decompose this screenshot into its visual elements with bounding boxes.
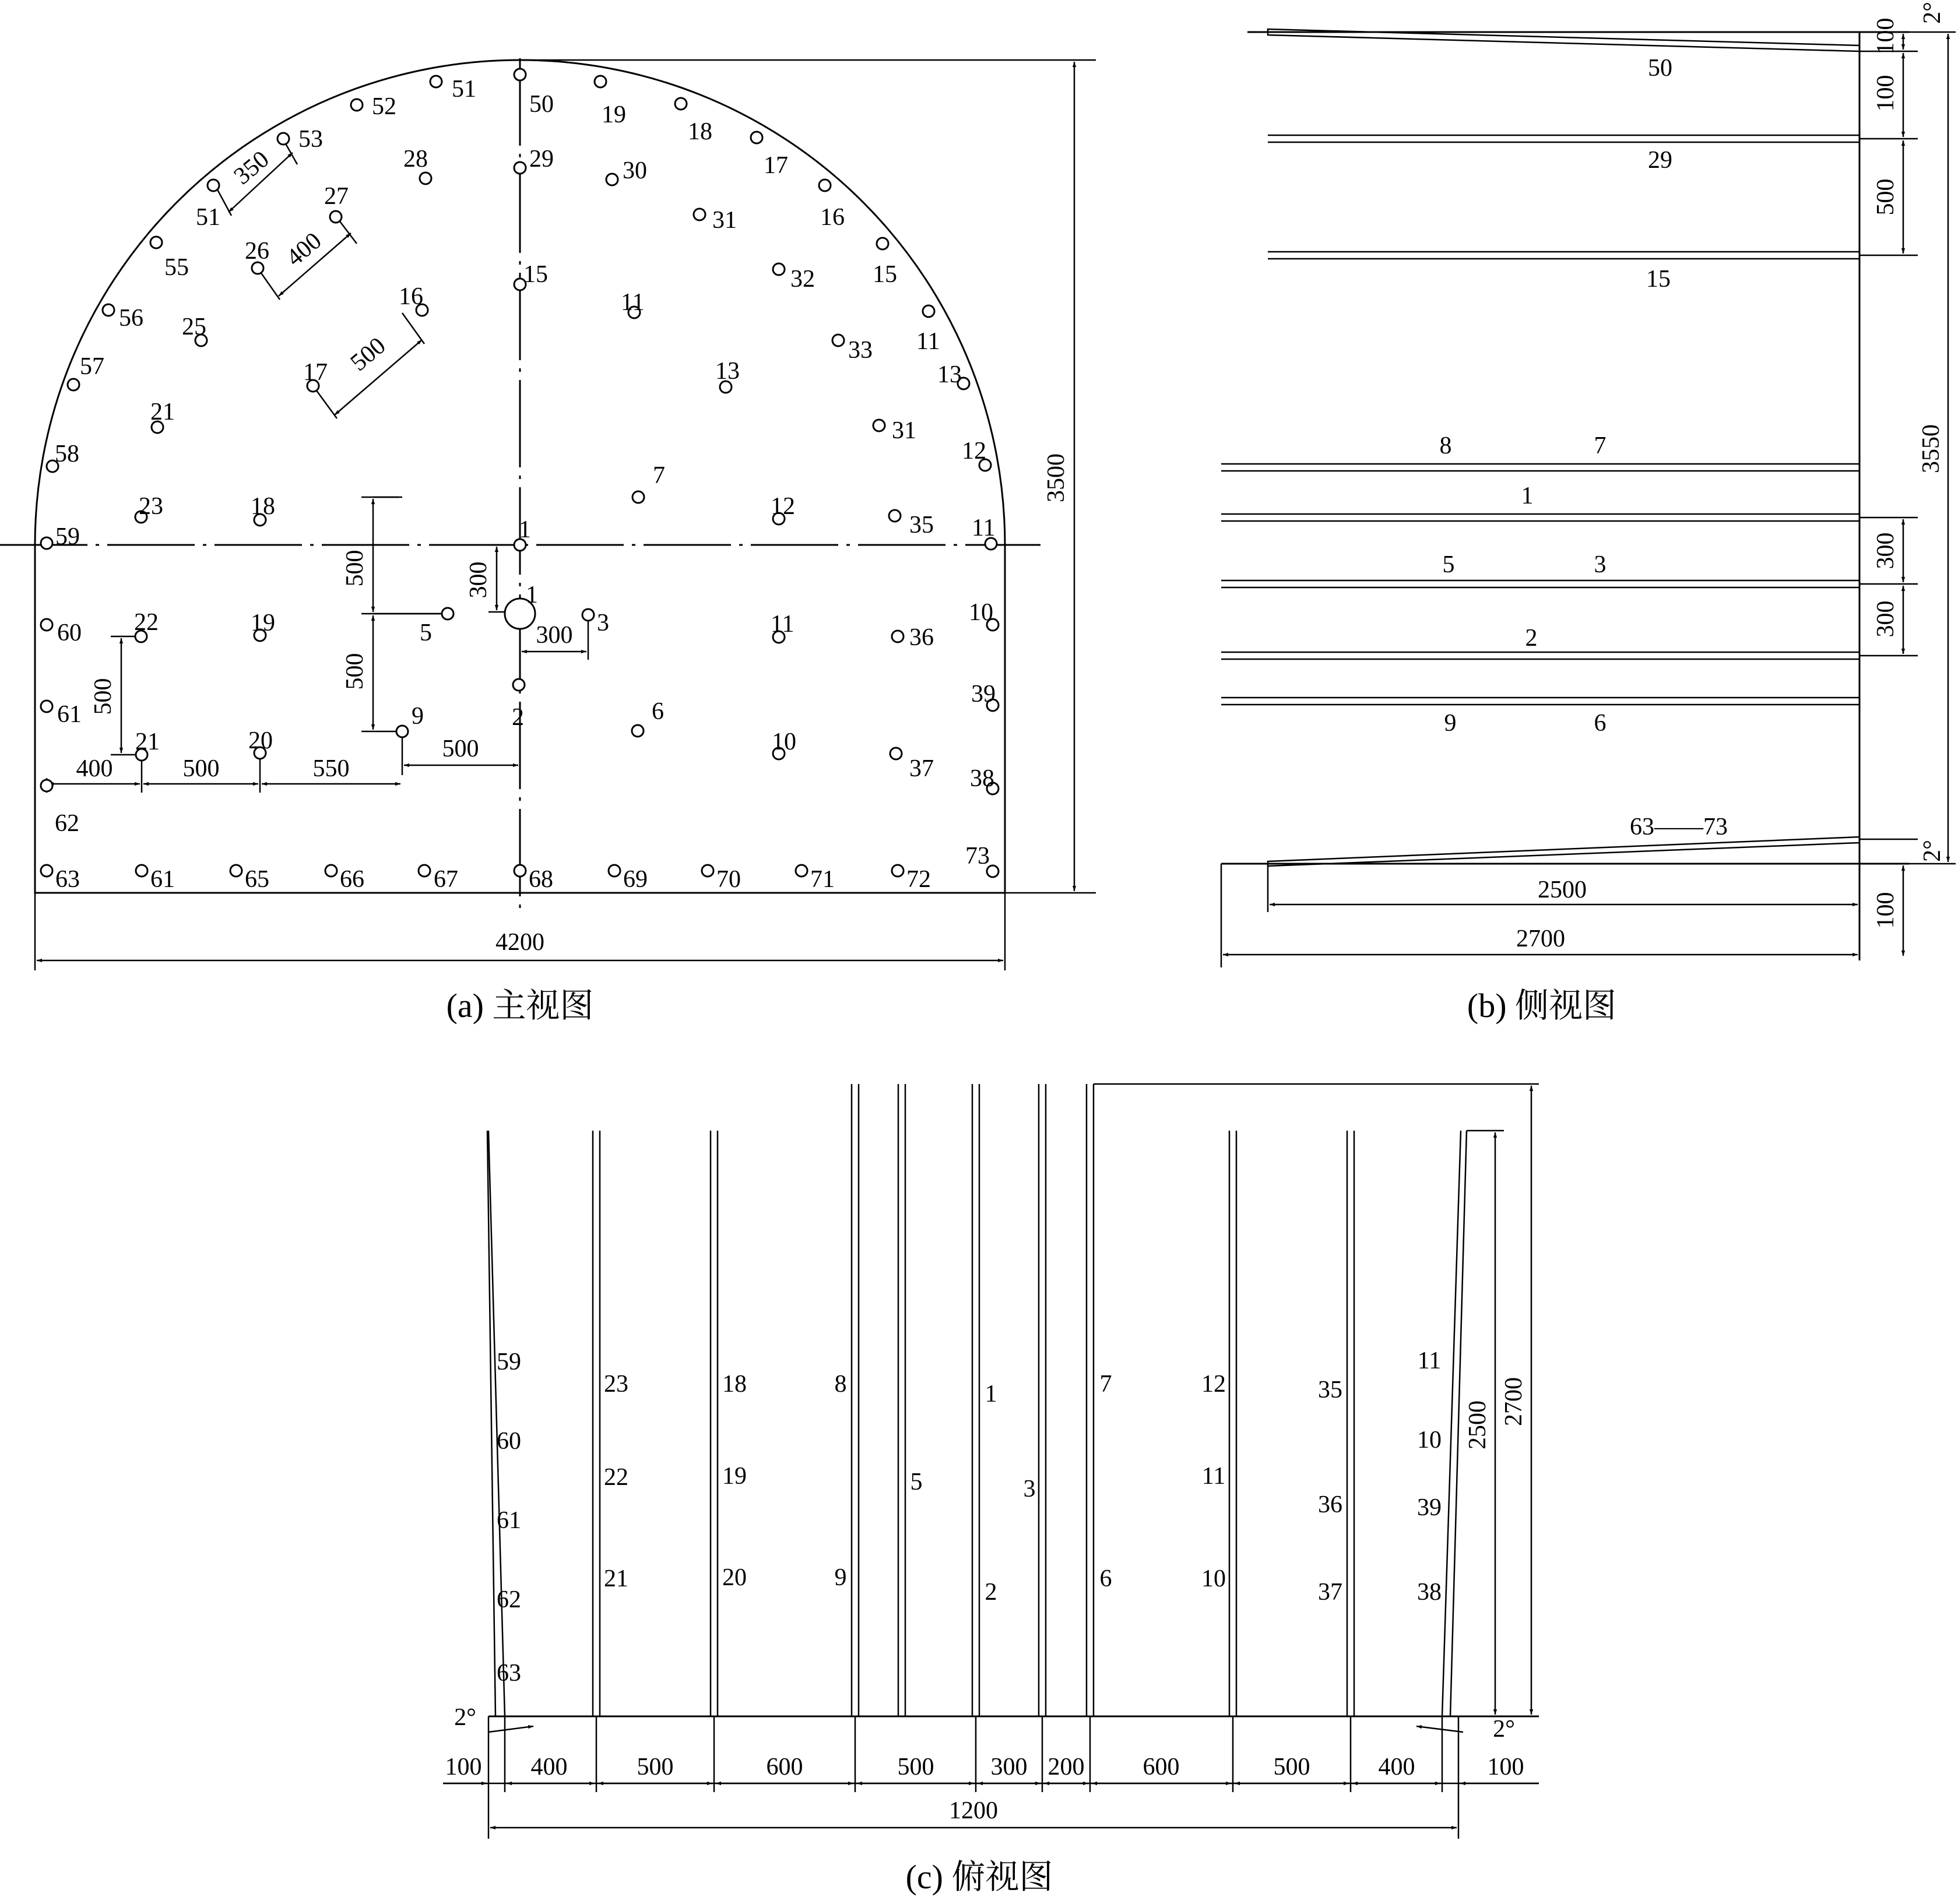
hole-marker bbox=[136, 865, 147, 877]
hole-marker bbox=[442, 608, 454, 620]
dim-400-l-label: 400 bbox=[530, 1754, 568, 1780]
hole-number-label: 70 bbox=[716, 866, 741, 893]
hole-number-label: 53 bbox=[298, 126, 323, 153]
hole-marker bbox=[873, 420, 885, 431]
hole-number-label: 9 bbox=[412, 703, 424, 730]
dim-500-v3-label: 500 bbox=[90, 678, 117, 715]
hole-number-label: 69 bbox=[623, 866, 648, 893]
hole-number-label: 1 bbox=[526, 582, 538, 608]
hole-marker bbox=[150, 237, 162, 248]
top-label-r11: 11 bbox=[1417, 1347, 1442, 1374]
hole-marker bbox=[514, 162, 526, 174]
hole-number-label: 10 bbox=[772, 728, 796, 755]
dim-300-vertical-label: 300 bbox=[465, 561, 492, 599]
front-view bbox=[0, 58, 1096, 1025]
top-label-11: 11 bbox=[1201, 1463, 1226, 1490]
side-label-5: 5 bbox=[1442, 551, 1455, 578]
dim-2700-label: 2700 bbox=[1516, 925, 1565, 952]
angle-right-arc bbox=[1416, 1726, 1463, 1732]
hole-number-label: 51 bbox=[196, 204, 220, 231]
hole-number-label: 3 bbox=[597, 610, 609, 636]
dim-200-label: 200 bbox=[1047, 1754, 1085, 1780]
top-label-63: 63 bbox=[497, 1660, 521, 1687]
hole-number-label: 5 bbox=[420, 620, 432, 646]
hole-marker bbox=[41, 701, 52, 712]
hole-number-label: 52 bbox=[372, 93, 396, 120]
hole-number-label: 12 bbox=[771, 493, 795, 520]
hole-number-label: 13 bbox=[715, 358, 740, 385]
hole-number-label: 18 bbox=[251, 493, 275, 520]
hole-number-label: 17 bbox=[764, 152, 788, 179]
top-label-19: 19 bbox=[722, 1463, 747, 1490]
hole-marker bbox=[702, 865, 713, 877]
hole-number-label: 16 bbox=[399, 283, 423, 310]
hole-number-label: 31 bbox=[892, 417, 916, 444]
side-label-63-73: 63——73 bbox=[1630, 814, 1728, 840]
side-label-29: 29 bbox=[1648, 147, 1672, 174]
side-label-2: 2 bbox=[1525, 625, 1538, 652]
angle-top-label: 2° bbox=[1919, 2, 1946, 24]
hole-marker bbox=[325, 865, 337, 877]
hole-number-label: 12 bbox=[962, 438, 986, 464]
top-label-60: 60 bbox=[497, 1428, 521, 1455]
dim-1200-label: 1200 bbox=[949, 1797, 998, 1824]
dim-500-v1-label: 500 bbox=[342, 550, 368, 587]
top-label-18: 18 bbox=[722, 1371, 747, 1398]
hole-number-label: 50 bbox=[529, 91, 554, 118]
hole-number-label: 25 bbox=[182, 314, 206, 340]
hole-number-label: 19 bbox=[251, 610, 275, 636]
hole-number-label: 21 bbox=[135, 728, 160, 755]
front-view-caption: (a) 主视图 bbox=[446, 987, 594, 1025]
hole-number-label: 15 bbox=[523, 261, 548, 288]
hole-marker bbox=[396, 726, 408, 737]
hole-marker bbox=[208, 180, 219, 191]
dim-300-horizontal-label: 300 bbox=[536, 622, 573, 649]
hole-number-label: 11 bbox=[621, 289, 645, 316]
hole-number-label: 71 bbox=[810, 866, 835, 893]
hole-number-label: 61 bbox=[57, 701, 82, 728]
hole-marker bbox=[751, 132, 762, 143]
hole-marker bbox=[514, 865, 526, 877]
hole-number-label: 67 bbox=[434, 866, 458, 893]
hole-marker bbox=[889, 510, 901, 522]
hole-number-label: 35 bbox=[909, 512, 934, 539]
hole-marker bbox=[419, 865, 430, 877]
dim-2500-label: 2500 bbox=[1538, 877, 1587, 903]
side-label-9: 9 bbox=[1444, 710, 1457, 737]
top-label-62: 62 bbox=[497, 1586, 521, 1613]
hole-marker bbox=[877, 238, 888, 249]
top-label-3: 3 bbox=[1023, 1476, 1036, 1502]
dim-height-label: 3500 bbox=[1043, 453, 1070, 502]
dim-100-r-label: 100 bbox=[1487, 1754, 1524, 1780]
side-label-6: 6 bbox=[1594, 710, 1607, 737]
dim-500-diag-label: 500 bbox=[345, 332, 391, 376]
hole-number-label: 66 bbox=[340, 866, 364, 893]
hole-number-label: 31 bbox=[712, 207, 737, 234]
ext-line bbox=[402, 313, 424, 344]
hole-number-label: 59 bbox=[55, 523, 80, 550]
hole-number-label: 1 bbox=[519, 516, 531, 543]
hole-number-label: 17 bbox=[303, 359, 328, 386]
angle-right-label: 2° bbox=[1493, 1716, 1515, 1743]
dim-width-label: 4200 bbox=[495, 929, 544, 956]
hole-number-label: 19 bbox=[602, 101, 626, 128]
hole-marker bbox=[923, 305, 934, 317]
hole-marker bbox=[230, 865, 242, 877]
top-label-2: 2 bbox=[985, 1579, 997, 1606]
angle-left-label: 2° bbox=[454, 1704, 476, 1731]
hole-marker bbox=[609, 865, 620, 877]
top-label-20: 20 bbox=[722, 1564, 747, 1591]
hole-number-label: 60 bbox=[57, 620, 82, 646]
top-label-8: 8 bbox=[834, 1371, 847, 1398]
hole-marker bbox=[773, 263, 785, 275]
dim-600-a-label: 600 bbox=[766, 1754, 803, 1780]
hole-marker bbox=[819, 180, 831, 191]
dim-400-b-label: 400 bbox=[76, 755, 113, 782]
top-label-1: 1 bbox=[985, 1381, 997, 1407]
hole-number-label: 72 bbox=[906, 866, 931, 893]
hole-number-label: 33 bbox=[848, 337, 873, 364]
hole-marker bbox=[41, 537, 52, 549]
hole-number-label: 7 bbox=[653, 462, 665, 489]
dim-350-label: 350 bbox=[229, 146, 275, 190]
dim-2700-label: 2700 bbox=[1500, 1377, 1527, 1426]
dim-500-a-label: 500 bbox=[637, 1754, 674, 1780]
hole-number-label: 58 bbox=[55, 441, 79, 467]
dim-3550-label: 3550 bbox=[1918, 424, 1945, 473]
side-view bbox=[1221, 2, 1956, 1025]
dim-550-label: 550 bbox=[312, 755, 350, 782]
top-label-5: 5 bbox=[910, 1469, 923, 1495]
dim-100-l-label: 100 bbox=[445, 1754, 482, 1780]
side-view-caption: (b) 侧视图 bbox=[1467, 987, 1617, 1025]
top-label-10: 10 bbox=[1201, 1565, 1226, 1592]
hole-number-label: 11 bbox=[771, 611, 795, 638]
hole-marker bbox=[694, 209, 705, 220]
top-label-61: 61 bbox=[497, 1507, 521, 1534]
hole-number-label: 68 bbox=[529, 866, 553, 893]
hole-number-label: 2 bbox=[512, 704, 524, 731]
hole-number-label: 18 bbox=[688, 118, 712, 145]
hole-marker bbox=[430, 76, 442, 87]
hole-number-label: 26 bbox=[245, 238, 269, 265]
hole-number-label: 38 bbox=[970, 765, 994, 792]
hole-marker bbox=[796, 865, 807, 877]
side-label-7: 7 bbox=[1594, 432, 1607, 459]
hole-number-label: 56 bbox=[119, 305, 143, 332]
dim-2500-label: 2500 bbox=[1464, 1400, 1491, 1449]
hole-marker bbox=[632, 491, 644, 503]
hole-number-label: 62 bbox=[55, 810, 79, 837]
hole-number-label: 11 bbox=[972, 515, 996, 541]
hole-marker bbox=[68, 379, 79, 390]
hole-marker bbox=[606, 174, 618, 185]
hole-number-label: 39 bbox=[971, 681, 996, 708]
hole-marker bbox=[514, 69, 526, 80]
hole-number-label: 63 bbox=[55, 866, 80, 893]
dim-500-c-label: 500 bbox=[1273, 1754, 1310, 1780]
dim-100-b-label: 100 bbox=[1872, 75, 1899, 112]
hole-number-label: 10 bbox=[969, 599, 993, 626]
hole-marker bbox=[632, 725, 644, 737]
hole-number-label: 32 bbox=[790, 266, 815, 293]
hole-marker bbox=[41, 780, 52, 791]
hole-number-label: 55 bbox=[164, 254, 189, 281]
hole-marker bbox=[277, 133, 289, 145]
top-hole-lines bbox=[593, 1084, 1354, 1716]
dim-300-a-label: 300 bbox=[1872, 532, 1899, 569]
hole-number-label: 73 bbox=[965, 843, 990, 870]
top-label-r39: 39 bbox=[1417, 1494, 1442, 1521]
hole-marker bbox=[330, 211, 342, 223]
top-label-9: 9 bbox=[834, 1564, 847, 1591]
hole-number-label: 28 bbox=[403, 146, 428, 173]
dim-300-label: 300 bbox=[990, 1754, 1028, 1780]
dim-500-b-label: 500 bbox=[182, 755, 220, 782]
top-label-35: 35 bbox=[1318, 1377, 1342, 1403]
hole-number-label: 15 bbox=[873, 261, 897, 288]
dim-400-r-label: 400 bbox=[1378, 1754, 1415, 1780]
side-label-50: 50 bbox=[1648, 55, 1672, 82]
top-label-22: 22 bbox=[604, 1464, 628, 1491]
hole-number-label: 6 bbox=[652, 698, 664, 725]
dim-100-c-label: 100 bbox=[1872, 892, 1899, 929]
hole-marker bbox=[351, 99, 363, 111]
hole-marker bbox=[513, 679, 525, 691]
top-label-23: 23 bbox=[604, 1371, 628, 1398]
top-label-12: 12 bbox=[1201, 1371, 1226, 1398]
hole-marker bbox=[892, 631, 904, 642]
hole-number-label: 37 bbox=[909, 755, 934, 782]
hole-number-label: 27 bbox=[324, 183, 349, 210]
hole-number-label: 11 bbox=[916, 328, 940, 355]
dim-600-b-label: 600 bbox=[1143, 1754, 1180, 1780]
hole-number-label: 16 bbox=[820, 204, 845, 231]
top-label-37: 37 bbox=[1318, 1579, 1342, 1606]
hole-marker bbox=[892, 865, 904, 877]
hole-number-label: 29 bbox=[529, 146, 554, 173]
hole-marker bbox=[832, 335, 844, 346]
hole-marker bbox=[582, 609, 594, 621]
top-label-r38: 38 bbox=[1417, 1579, 1442, 1606]
side-label-8: 8 bbox=[1439, 432, 1452, 459]
dim-100-a-label: 100 bbox=[1872, 17, 1899, 55]
top-label-7: 7 bbox=[1099, 1371, 1112, 1398]
top-label-36: 36 bbox=[1318, 1491, 1342, 1518]
dim-500-b-label: 500 bbox=[897, 1754, 934, 1780]
side-label-1: 1 bbox=[1521, 483, 1534, 509]
hole-marker bbox=[41, 865, 52, 877]
hole-number-label: 13 bbox=[937, 361, 962, 388]
top-label-r10: 10 bbox=[1417, 1427, 1442, 1453]
hole-number-label: 21 bbox=[150, 399, 175, 425]
hole-marker bbox=[41, 619, 52, 631]
top-view bbox=[443, 1084, 1539, 1896]
angle-left-arc bbox=[488, 1726, 533, 1732]
hole-number-label: 30 bbox=[623, 157, 647, 184]
top-label-21: 21 bbox=[604, 1565, 628, 1592]
side-hole-63-73 bbox=[1268, 837, 1859, 866]
hole-number-label: 51 bbox=[452, 76, 476, 103]
side-label-15: 15 bbox=[1646, 266, 1671, 293]
hole-marker bbox=[103, 304, 114, 316]
dim-500-label: 500 bbox=[1872, 178, 1899, 216]
hole-number-label: 20 bbox=[248, 727, 273, 754]
hole-marker bbox=[675, 98, 687, 110]
hole-number-label: 22 bbox=[134, 609, 159, 636]
top-label-59: 59 bbox=[497, 1349, 521, 1375]
hole-number-label: 23 bbox=[139, 493, 163, 520]
hole-number-label: 36 bbox=[909, 624, 934, 651]
side-label-3: 3 bbox=[1594, 551, 1607, 578]
hole-marker bbox=[595, 76, 606, 87]
hole-number-label: 57 bbox=[80, 353, 104, 380]
top-label-6: 6 bbox=[1099, 1565, 1112, 1592]
top-view-caption: (c) 俯视图 bbox=[905, 1858, 1053, 1896]
hole-number-label: 61 bbox=[150, 866, 175, 893]
hole-marker bbox=[420, 173, 431, 184]
dim-400-label: 400 bbox=[281, 227, 327, 272]
dim-500-h-label: 500 bbox=[442, 735, 479, 762]
hole-number-label: 65 bbox=[245, 866, 269, 893]
angle-bottom-label: 2° bbox=[1919, 840, 1946, 862]
hole-marker bbox=[890, 748, 902, 759]
dim-500-v2-label: 500 bbox=[342, 653, 368, 690]
dim-300-b-label: 300 bbox=[1872, 600, 1899, 638]
